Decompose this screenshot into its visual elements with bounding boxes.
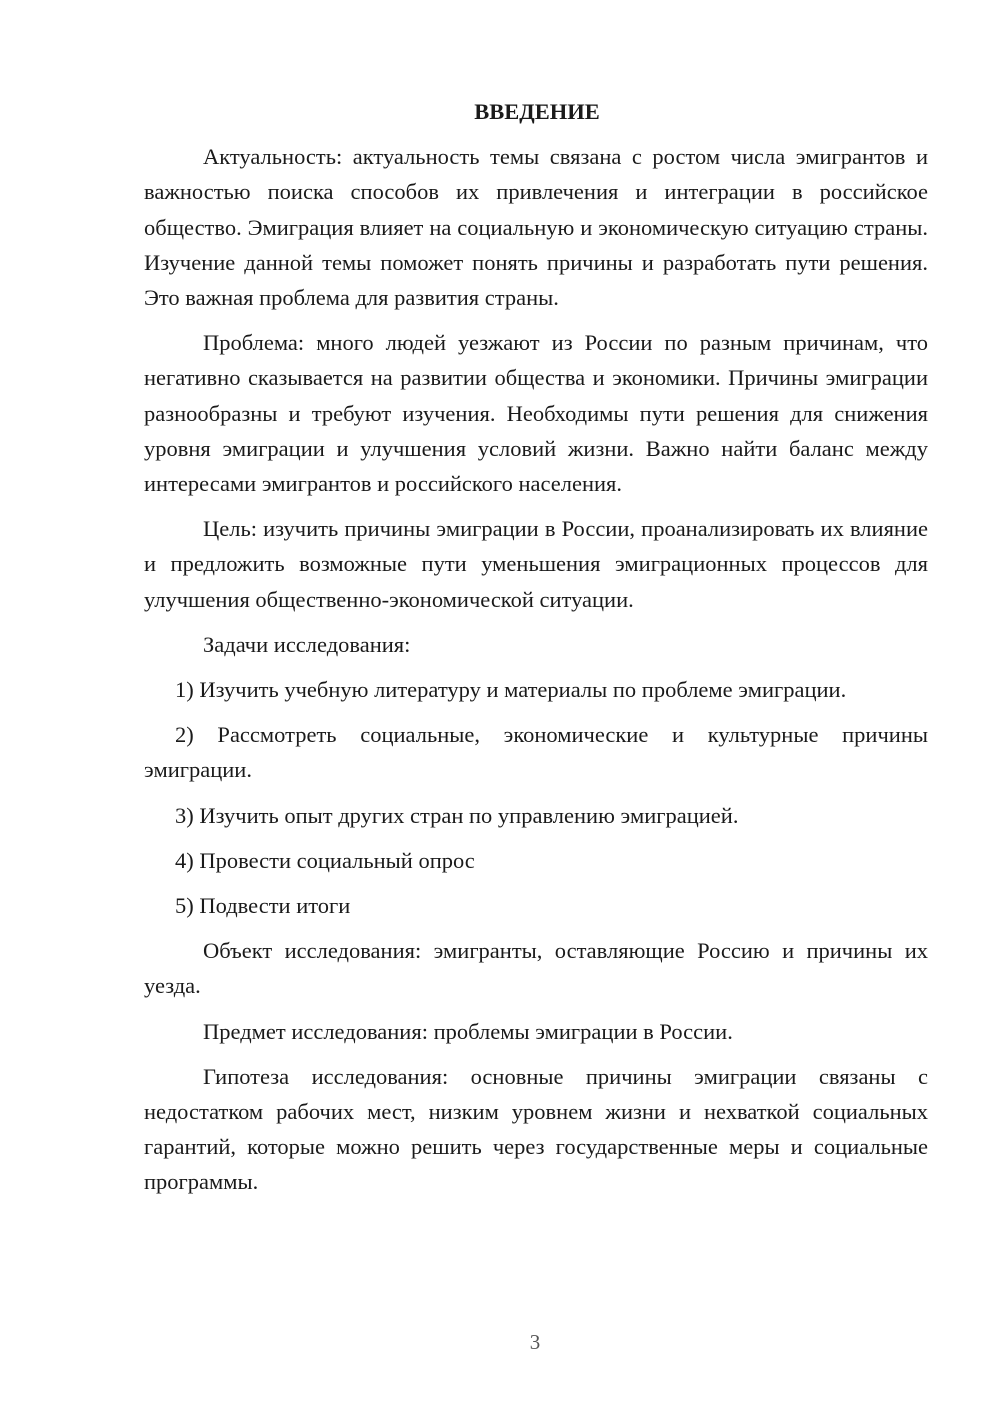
- paragraph-hypothesis: Гипотеза исследования: основные причины эмиграции связаны с недостатком рабочих мест, низким уровнем жизни и нехваткой социальных гарантий, которые можно решить через государственные меры и социальные программы.: [144, 1063, 928, 1195]
- page-number: 3: [529, 1330, 541, 1354]
- paragraph-object: Объект исследования: эмигранты, оставляющие Россию и причины их уезда.: [144, 938, 928, 999]
- paragraph-goal: Цель: изучить причины эмиграции в России, проанализировать их влияние и предложить возможные пути уменьшения эмиграционных процессов для улучшения общественно-экономической ситуации.: [144, 516, 928, 612]
- paragraph-subject: Предмет исследования: проблемы эмиграции в России.: [203, 1018, 733, 1044]
- paragraph-relevance: Актуальность: актуальность темы связана с ростом числа эмигрантов и важностью поиска способов их привлечения и интеграции в российское общество. Эмиграция влияет на социальную и экономическую ситуацию страны. Изучение данной темы поможет понять причины и разработать пути решения. Это важная проблема для развития страны.: [144, 144, 928, 311]
- tasks-heading: Задачи исследования:: [203, 631, 411, 657]
- task-item-5: 5) Подвести итоги: [175, 893, 351, 919]
- task-item-4: 4) Провести социальный опрос: [175, 847, 475, 873]
- task-item-2: 2) Рассмотреть социальные, экономические и культурные причины эмиграции.: [144, 722, 928, 783]
- section-title: ВВЕДЕНИЕ: [474, 99, 600, 124]
- task-item-1: 1) Изучить учебную литературу и материалы по проблеме эмиграции.: [175, 677, 847, 703]
- paragraph-problem: Проблема: много людей уезжают из России по разным причинам, что негативно сказывается на развитии общества и экономики. Причины эмиграции разнообразны и требуют изучения. Необходимы пути решения для снижения уровня эмиграции и улучшения условий жизни. Важно найти баланс между интересами эмигрантов и российского населения.: [144, 330, 928, 497]
- task-item-3: 3) Изучить опыт других стран по управлению эмиграцией.: [175, 802, 739, 828]
- page-content: [144, 94, 928, 1200]
